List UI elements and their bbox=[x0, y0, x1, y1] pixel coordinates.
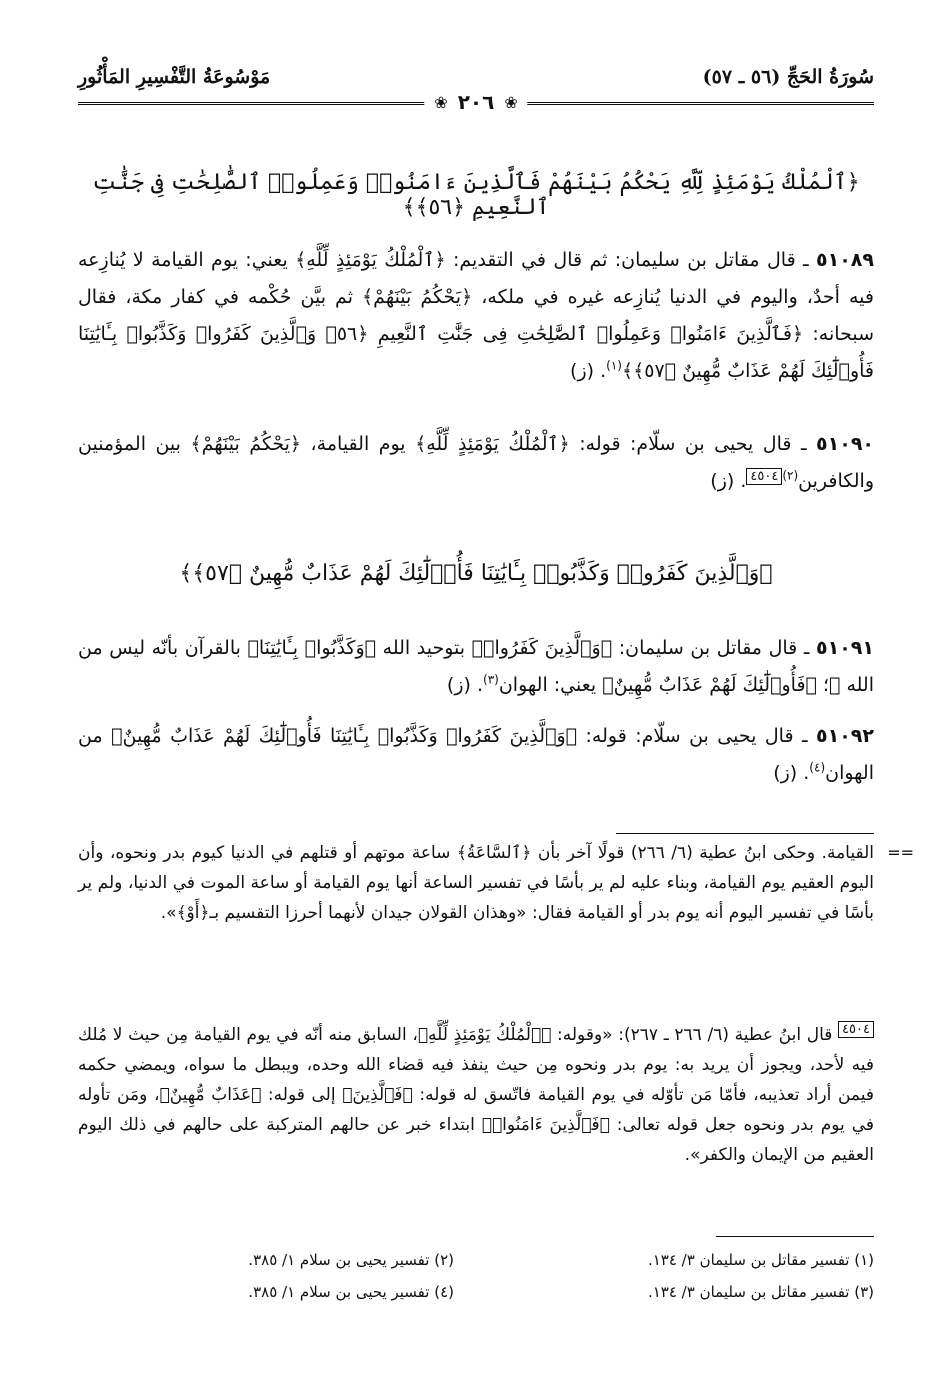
entry-text: ـ قال مقاتل بن سليمان: ﴿وَٱلَّذِينَ كَفَرُوا۟﴾ بتوحيد الله ﴿وَكَذَّبُوا۟ بِـَٔايَٰتِنَا﴾ بالقرآن بأنّه ليس من الله ﷻ؛ ﴿فَأُو۟لَٰٓئِكَ لَهُمْ عَذَابٌ مُّهِينٌ﴾ يعني: الهوان bbox=[78, 637, 874, 696]
footnote-ref: (٤) bbox=[809, 760, 826, 775]
commentary-paragraph bbox=[78, 1020, 874, 1170]
page-number: ٢٠٦ bbox=[457, 90, 495, 114]
entry-text: ـ قال يحيى بن سلّام: قوله: ﴿وَٱلَّذِينَ كَفَرُوا۟ وَكَذَّبُوا۟ بِـَٔايَٰتِنَا فَأُو۟لَٰٓئِكَ لَهُمْ عَذَابٌ مُّهِينٌ﴾ من الهوان bbox=[78, 725, 874, 784]
entry-text: ـ قال يحيى بن سلّام: قوله: ﴿ٱلْمُلْكُ يَوْمَئِذٍ لِّلَّهِ﴾ يوم القيامة، ﴿يَحْكُمُ بَيْنَهُمْ﴾ بين المؤمنين والكافرين bbox=[78, 433, 874, 492]
footnote-ref: (٢) bbox=[782, 468, 799, 483]
commentary-text: القيامة. وحكى ابنُ عطية (٦/ ٢٦٦) قولًا آخر بأن ﴿ٱلسَّاعَةُ﴾ ساعة موتهم أو قتلهم في الدنيا كيوم بدر ونحوه، وأن اليوم العقيم يوم القيامة، وبناء عليه لم ير بأسًا في تفسير الساعة أنها يوم القيامة أو ساعة الموت في الدنيا، ولم ير بأسًا في تفسير اليوم أنه يوم بدر أو القيامة فقال: «وهذان القولان جيدان لأنهما أحرزا التقسيم بـ﴿أَوْ﴾». bbox=[78, 843, 874, 923]
book-title: مَوْسُوعَةُ التَّفْسِيرِ المَأْثُورِ bbox=[78, 66, 271, 88]
surah-title: سُورَةُ الحَجِّ (٥٦ ـ ٥٧) bbox=[702, 66, 874, 88]
entry-number: ٥١٠٨٩ bbox=[816, 249, 874, 271]
source-tag: . (ز) bbox=[570, 360, 607, 382]
verse-heading: ﴿وَٱلَّذِينَ كَفَرُوا۟ وَكَذَّبُوا۟ بِـَٔايَٰتِنَا فَأُو۟لَٰٓئِكَ لَهُمْ عَذَابٌ مُّهِينٌ ﴿٥٧﴾﴾ bbox=[179, 561, 773, 586]
ornament-icon: ❀ bbox=[504, 92, 518, 112]
ornament-icon: ❀ bbox=[434, 92, 448, 112]
narration-entry bbox=[78, 242, 874, 390]
commentary-rule bbox=[616, 833, 874, 834]
footnote-item: (٢) تفسير يحيى بن سلام ١/ ٣٨٥. bbox=[248, 1251, 454, 1269]
entry-number: ٥١٠٩٢ bbox=[816, 725, 874, 747]
source-tag: . (ز) bbox=[710, 470, 747, 492]
continuation-mark: == bbox=[887, 843, 914, 862]
commentary-paragraph bbox=[78, 838, 914, 928]
entry-number: ٥١٠٩٠ bbox=[816, 433, 875, 455]
narration-entry bbox=[78, 718, 874, 792]
narration-entry bbox=[78, 630, 874, 704]
entry-text: ـ قال مقاتل بن سليمان: ثم قال في التقديم: ﴿ٱلْمُلْكُ يَوْمَئِذٍ لِّلَّهِ﴾ يعني: يوم القيامة لا يُنازِعه فيه أحدٌ، واليوم في الدنيا يُنازِعه غيره في ملكه، ﴿يَحْكُمُ بَيْنَهُمْ﴾ ثم بيَّن حُكْمه في كفار مكة، فقال سبحانه: ﴿فَٱلَّذِينَ ءَامَنُوا۟ وَعَمِلُوا۟ ٱلصَّٰلِحَٰتِ فِى جَنَّٰتِ ٱلنَّعِيمِ ﴿٥٦﴾ وَٱلَّذِينَ كَفَرُوا۟ وَكَذَّبُوا۟ بِـَٔايَٰتِنَا فَأُو۟لَٰٓئِكَ لَهُمْ عَذَابٌ مُّهِينٌ ﴿٥٧﴾﴾ bbox=[78, 249, 874, 382]
footnote-ref: (١) bbox=[606, 358, 622, 373]
commentary-text: قال ابنُ عطية (٦/ ٢٦٦ ـ ٢٦٧): «وقوله: ﴿ٱلْمُلْكُ يَوْمَئِذٍ لِّلَّهِ﴾، السابق منه أنّه في يوم القيامة مِن حيث لا مُلك فيه لأحد، ويجوز أن يريد به: يوم بدر ونحوه مِن حيث ينفذ فيه قضاء الله وحده، ويبطل ما سواه، ويمضي حكمه فيمن أراد تعذيبه، فأمّا مَن تأوّله في يوم القيامة فاتّسق له قوله: ﴿فَٱلَّذِينَ﴾ إلى قوله: ﴿عَذَابٌ مُّهِينٌ﴾، ومَن تأوله في يوم بدر ونحوه جعل قوله تعالى: ﴿فَٱلَّذِينَ ءَامَنُوا۟﴾ ابتداء خبر عن حالهم المتركبة على حالهم في ذلك اليوم العقيم من الإيمان والكفر». bbox=[78, 1025, 874, 1165]
footnote-item: (٤) تفسير يحيى بن سلام ١/ ٣٨٥. bbox=[248, 1283, 454, 1301]
page-number-block bbox=[424, 90, 527, 114]
running-header bbox=[78, 58, 874, 114]
entry-number: ٥١٠٩١ bbox=[816, 637, 874, 659]
source-tag: . (ز) bbox=[446, 674, 484, 696]
verse-heading: ﴿ٱلْمُلْكُ يَوْمَئِذٍ لِّلَّهِ يَحْكُمُ بَيْنَهُمْ فَٱلَّذِينَ ءَامَنُوا۟ وَعَمِلُوا۟ ٱلصَّٰلِحَٰتِ فِى جَنَّٰتِ ٱلنَّعِيمِ ﴿٥٦﴾﴾ bbox=[92, 170, 860, 220]
narration-entry bbox=[78, 426, 874, 500]
cross-ref-box: ٤٥٠٤ bbox=[838, 1021, 874, 1038]
footnote-rule bbox=[716, 1236, 874, 1237]
cross-ref-box: ٤٥٠٤ bbox=[746, 468, 782, 485]
page bbox=[78, 58, 914, 1342]
footnote-item: (١) تفسير مقاتل بن سليمان ٣/ ١٣٤. bbox=[647, 1251, 874, 1269]
footnote-ref: (٣) bbox=[483, 672, 499, 687]
footnote-item: (٣) تفسير مقاتل بن سليمان ٣/ ١٣٤. bbox=[647, 1283, 874, 1301]
source-tag: . (ز) bbox=[773, 762, 810, 784]
